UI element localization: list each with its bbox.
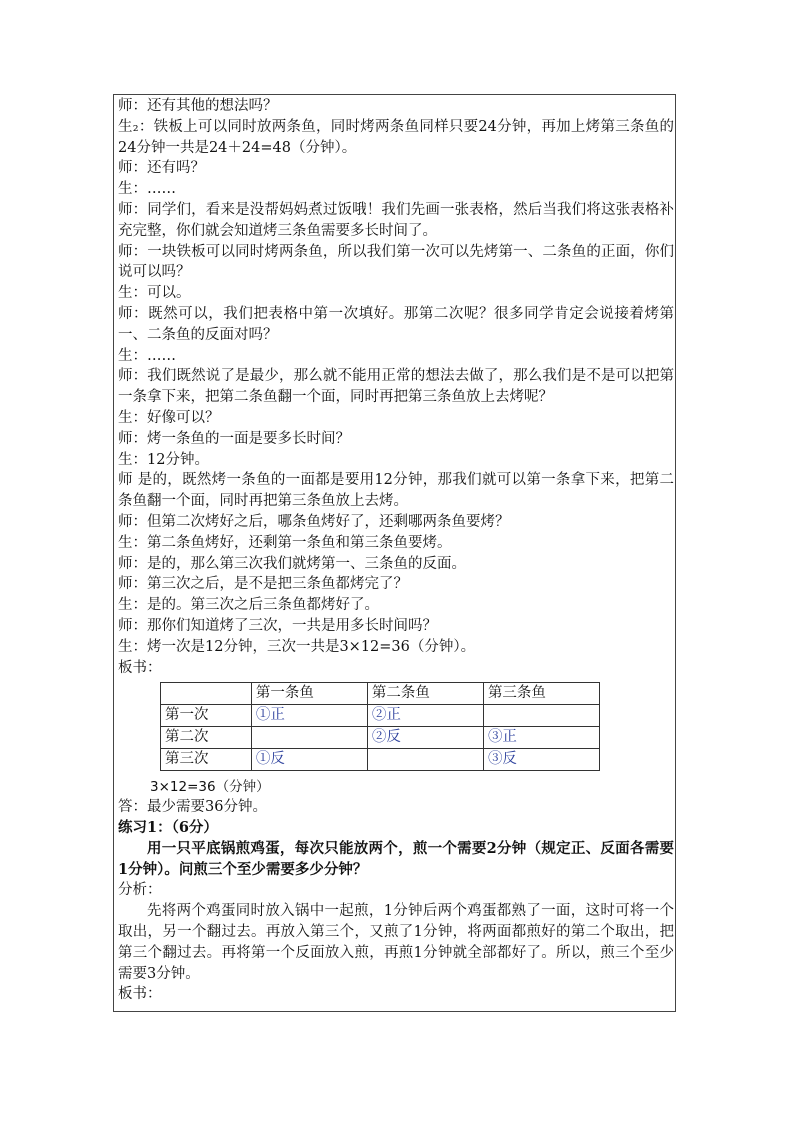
board-label: 板书：	[118, 986, 162, 1003]
answer-line: 答：最少需要36分钟。	[118, 799, 267, 816]
dialogue-line: 生：……	[118, 347, 176, 364]
table-cell	[251, 726, 367, 748]
exercise-question: 用一只平底锅煎鸡蛋，每次只能放两个，煎一个需要2分钟（规定正、反面各需要1分钟）。问煎三个至少需要多少分钟？	[118, 839, 674, 878]
analysis-label: 分析：	[118, 882, 162, 899]
table-cell: ②反	[367, 726, 483, 748]
table-header-row	[161, 683, 600, 705]
table-cell: ②正	[367, 705, 483, 727]
dialogue-line: 板书：	[118, 659, 162, 676]
dialogue-line: 师：烤一条鱼的一面是要多长时间？	[118, 430, 350, 447]
dialogue-line: 师：还有吗？	[118, 160, 205, 177]
table-cell	[483, 705, 599, 727]
table-row	[161, 726, 600, 748]
board-table	[160, 682, 600, 770]
dialogue-line: 师：是的，那么第三次我们就烤第一、三条鱼的反面。	[118, 555, 466, 572]
table-row	[161, 705, 600, 727]
dialogue-line: 师：同学们，看来是没帮妈妈煮过饭哦！我们先画一张表格，然后当我们将这张表格补充完整，你们就会知道烤三条鱼需要多长时间了。	[118, 201, 674, 239]
dialogue-line: 师：第三次之后，是不是把三条鱼都烤完了？	[118, 576, 408, 593]
dialogue-line: 师：那你们知道烤了三次，一共是用多长时间吗？	[118, 617, 437, 634]
table-header-cell: 第二条鱼	[367, 683, 483, 705]
table-header-cell: 第三条鱼	[483, 683, 599, 705]
table-row-label: 第三次	[161, 748, 252, 770]
dialogue-line: 生：第二条鱼烤好，还剩第一条鱼和第三条鱼要烤。	[118, 534, 452, 551]
table-cell	[367, 748, 483, 770]
dialogue-section	[118, 96, 674, 678]
dialogue-line: 师：一块铁板可以同时烤两条鱼，所以我们第一次可以先烤第一、二条鱼的正面，你们说可以吗？	[118, 243, 674, 281]
calculation: 3×12=36（分钟）	[150, 778, 270, 795]
table-cell: ③反	[483, 748, 599, 770]
dialogue-line: 生：好像可以？	[118, 409, 220, 426]
table-row-label: 第一次	[161, 705, 252, 727]
dialogue-line: 生：12分钟。	[118, 451, 209, 468]
dialogue-line: 师 是的，既然烤一条鱼的一面都是要用12分钟，那我们就可以第一条拿下来，把第二条鱼翻一个面，同时再把第三条鱼放上去烤。	[118, 472, 674, 510]
dialogue-line: 师：但第二次烤好之后，哪条鱼烤好了，还剩哪两条鱼要烤？	[118, 513, 510, 530]
table-header-cell: 第一条鱼	[251, 683, 367, 705]
table-row	[161, 748, 600, 770]
dialogue-line: 生：……	[118, 181, 176, 198]
dialogue-line: 生：可以。	[118, 285, 191, 302]
dialogue-line: 师：既然可以，我们把表格中第一次填好。那第二次呢？很多同学肯定会说接着烤第一、二条鱼的反面对吗？	[118, 305, 674, 343]
dialogue-line: 师：我们既然说了是最少，那么就不能用正常的想法去做了，那么我们是不是可以把第一条拿下来，把第二条鱼翻一个面，同时再把第三条鱼放上去烤呢？	[118, 368, 674, 406]
dialogue-line: 生：烤一次是12分钟，三次一共是3×12=36（分钟）。	[118, 638, 476, 655]
table-cell: ③正	[483, 726, 599, 748]
dialogue-line: 生₂：铁板上可以同时放两条鱼，同时烤两条鱼同样只要24分钟，再加上烤第三条鱼的24分钟一共是24＋24=48（分钟）。	[118, 118, 674, 156]
dialogue-line: 生：是的。第三次之后三条鱼都烤好了。	[118, 597, 379, 614]
document-body	[118, 96, 674, 1005]
table-cell: ①反	[251, 748, 367, 770]
dialogue-line: 师：还有其他的想法吗？	[118, 98, 278, 114]
table-header-cell	[161, 683, 252, 705]
table-row-label: 第二次	[161, 726, 252, 748]
analysis-text: 先将两个鸡蛋同时放入锅中一起煎，1分钟后两个鸡蛋都熟了一面，这时可将一个取出，另一个翻过去。再放入第三个，又煎了1分钟，将两面都煎好的第二个取出，把第三个翻过去。再将第一个反面放入煎，再煎1分钟就全部都好了。所以，煎三个至少需要3分钟。	[118, 903, 674, 982]
exercise-title: 练习1：（6分）	[118, 819, 218, 837]
table-cell: ①正	[251, 705, 367, 727]
